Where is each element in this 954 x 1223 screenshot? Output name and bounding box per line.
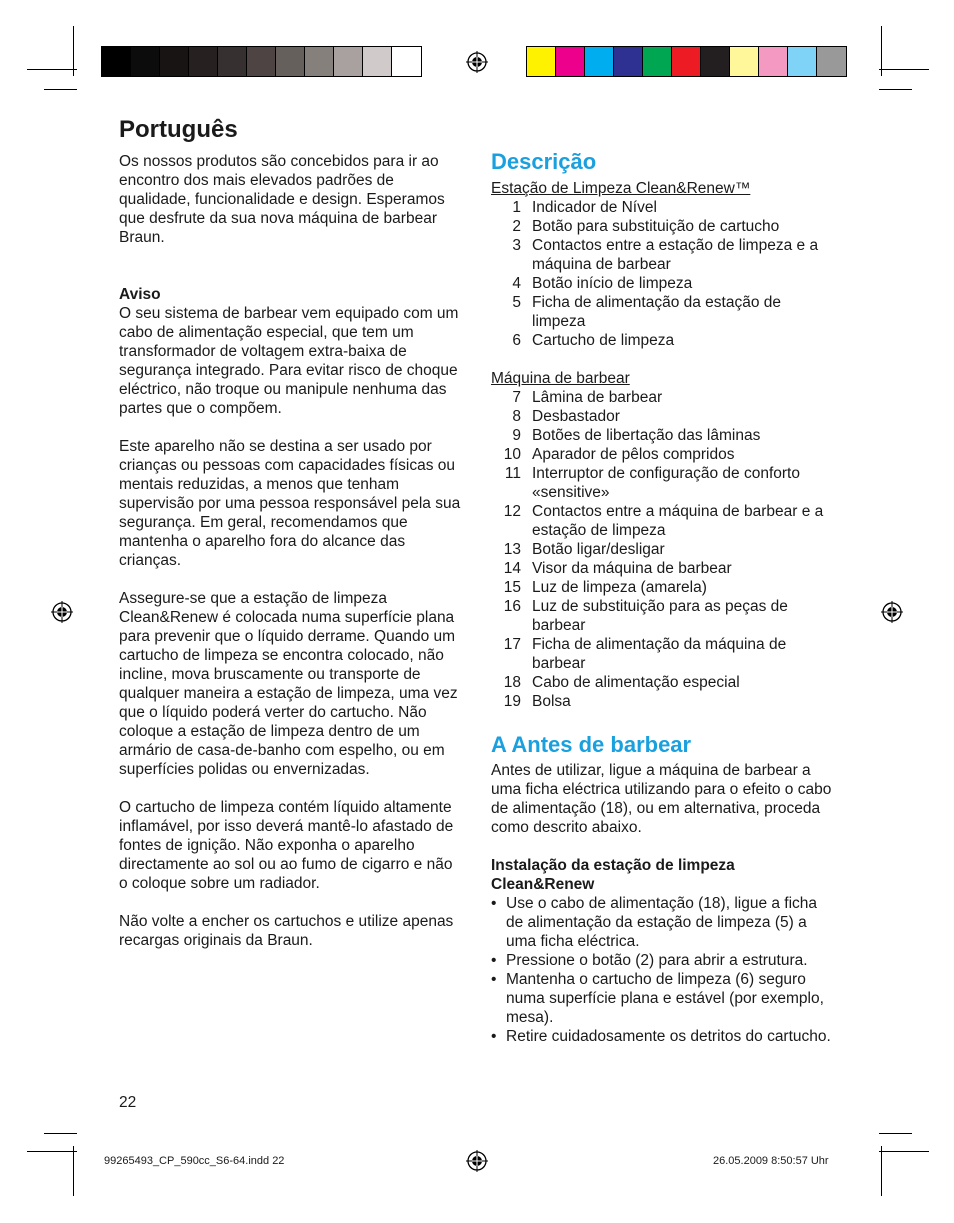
color-swatch <box>334 47 363 76</box>
item-number: 13 <box>503 541 521 558</box>
color-swatch <box>160 47 189 76</box>
crop-mark <box>44 89 77 90</box>
crop-mark <box>879 89 912 90</box>
item-text: Luz de limpeza (amarela) <box>532 579 707 596</box>
color-swatch <box>102 47 131 76</box>
install-heading: Instalação da estação de limpeza Clean&Renew <box>491 857 735 893</box>
item-text: Botão início de limpeza <box>532 275 693 292</box>
item-number: 16 <box>503 598 521 615</box>
station-label: Estação de Limpeza Clean&Renew™ <box>491 180 751 197</box>
color-swatch <box>730 47 759 76</box>
list-item <box>491 236 836 274</box>
list-item <box>491 331 836 350</box>
warning-paragraph: O cartucho de limpeza contém líquido altamente inflamável, por isso deverá mantê-lo afastado de fontes de ignição. Não exponha o aparelho directamente ao sol ou ao fumo de cigarro e não o coloque sobre um radiador. <box>119 799 454 892</box>
item-number: 5 <box>512 294 521 311</box>
bullet-icon: • <box>491 1028 497 1045</box>
list-item <box>491 578 836 597</box>
list-item <box>491 274 836 293</box>
item-text: Cabo de alimentação especial <box>532 674 740 691</box>
item-text: Luz de substituição para as peças de barbear <box>532 598 788 634</box>
crop-mark <box>27 1151 77 1152</box>
item-text: Botão ligar/desligar <box>532 541 665 558</box>
section-heading-before-shaving: A Antes de barbear <box>491 732 692 757</box>
list-item <box>491 540 836 559</box>
warning-paragraph: Este aparelho não se destina a ser usado por crianças ou pessoas com capacidades físicas ou mentais reduzidas, a menos que tenham supervisão por uma pessoa responsável pela sua segurança. Em geral, recomendamos que mantenha o aparelho fora do alcance das crianças. <box>119 438 461 569</box>
bullet-item <box>491 894 836 951</box>
item-number: 4 <box>512 275 521 292</box>
bullet-text: Retire cuidadosamente os detritos do cartucho. <box>506 1028 831 1045</box>
list-item <box>491 293 836 331</box>
list-item <box>491 445 836 464</box>
crop-mark <box>73 1146 74 1196</box>
color-swatch <box>817 47 846 76</box>
color-swatch <box>643 47 672 76</box>
warning-paragraph: O seu sistema de barbear vem equipado com um cabo de alimentação especial, que tem um transformador de voltagem extra-baixa de segurança integrado. Para evitar risco de choque eléctrico, não troque ou manipule nenhuma das partes que o compõem. <box>119 305 459 417</box>
list-item <box>491 426 836 445</box>
bullet-icon: • <box>491 895 497 912</box>
item-text: Ficha de alimentação da máquina de barbear <box>532 636 787 672</box>
color-swatch <box>614 47 643 76</box>
item-number: 19 <box>503 693 521 710</box>
color-swatch <box>527 47 556 76</box>
list-item <box>491 597 836 635</box>
item-text: Ficha de alimentação da estação de limpeza <box>532 294 782 330</box>
shaver-parts-list <box>491 388 836 711</box>
item-text: Indicador de Nível <box>532 199 657 216</box>
item-text: Lâmina de barbear <box>532 389 663 406</box>
item-text: Cartucho de limpeza <box>532 332 675 349</box>
color-swatch <box>189 47 218 76</box>
right-column <box>491 149 836 1046</box>
registration-mark-icon <box>51 601 73 623</box>
item-text: Visor da máquina de barbear <box>532 560 732 577</box>
registration-mark-icon <box>881 601 903 623</box>
file-info: 99265493_CP_590cc_S6-64.indd 22 <box>104 1155 285 1167</box>
grayscale-bar <box>101 46 422 77</box>
item-number: 12 <box>503 503 521 520</box>
item-number: 11 <box>504 465 521 482</box>
crop-mark <box>44 1133 77 1134</box>
shaver-label: Máquina de barbear <box>491 370 630 387</box>
install-bullet-list <box>491 894 836 1046</box>
item-number: 1 <box>512 199 521 216</box>
color-swatch <box>363 47 392 76</box>
list-item <box>491 635 836 673</box>
bullet-text: Pressione o botão (2) para abrir a estrutura. <box>506 952 808 969</box>
color-swatch <box>276 47 305 76</box>
item-number: 2 <box>512 218 521 235</box>
section-heading-description: Descrição <box>491 149 597 174</box>
crop-mark <box>881 1146 882 1196</box>
color-swatch <box>701 47 730 76</box>
item-number: 7 <box>512 389 521 406</box>
bullet-text: Mantenha o cartucho de limpeza (6) seguro numa superfície plana e estável (por exemplo, mesa). <box>506 971 824 1026</box>
list-item <box>491 502 836 540</box>
crop-mark <box>879 1133 912 1134</box>
item-text: Desbastador <box>532 408 620 425</box>
list-item <box>491 388 836 407</box>
item-number: 3 <box>512 237 521 254</box>
page-number: 22 <box>119 1094 137 1111</box>
item-text: Botões de libertação das lâminas <box>532 427 761 444</box>
page-title: Português <box>119 116 238 143</box>
crop-mark <box>879 69 929 70</box>
list-item <box>491 559 836 578</box>
color-swatch <box>392 47 421 76</box>
item-number: 14 <box>503 560 521 577</box>
item-number: 18 <box>503 674 521 691</box>
item-number: 17 <box>503 636 521 653</box>
list-item <box>491 692 836 711</box>
color-swatch <box>247 47 276 76</box>
registration-mark-icon <box>466 1150 488 1172</box>
color-swatch <box>218 47 247 76</box>
color-swatch <box>788 47 817 76</box>
list-item <box>491 198 836 217</box>
color-swatch <box>305 47 334 76</box>
item-number: 15 <box>503 579 521 596</box>
crop-mark <box>879 1151 929 1152</box>
color-swatch <box>759 47 788 76</box>
bullet-item <box>491 970 836 1027</box>
bullet-item <box>491 951 836 970</box>
bullet-icon: • <box>491 971 497 988</box>
before-paragraph: Antes de utilizar, ligue a máquina de barbear a uma ficha eléctrica utilizando para o efeito o cabo de alimentação (18), ou em alternativa, proceda como descrito abaixo. <box>491 762 832 836</box>
list-item <box>491 673 836 692</box>
timestamp: 26.05.2009 8:50:57 Uhr <box>713 1155 829 1167</box>
item-number: 10 <box>503 446 521 463</box>
item-text: Aparador de pêlos compridos <box>532 446 735 463</box>
color-bar <box>526 46 847 77</box>
warning-paragraph: Não volte a encher os cartuchos e utilize apenas recargas originais da Braun. <box>119 913 454 949</box>
color-swatch <box>585 47 614 76</box>
crop-mark <box>27 69 77 70</box>
item-text: Contactos entre a estação de limpeza e a máquina de barbear <box>532 237 819 273</box>
intro-paragraph: Os nossos produtos são concebidos para ir ao encontro dos mais elevados padrões de qualidade, funcionalidade e design. Esperamos que desfrute da sua nova máquina de barbear Braun. <box>119 153 445 246</box>
item-text: Bolsa <box>532 693 571 710</box>
item-text: Contactos entre a máquina de barbear e a estação de limpeza <box>532 503 824 539</box>
item-text: Interruptor de configuração de conforto «sensitive» <box>532 465 800 501</box>
warning-heading: Aviso <box>119 286 161 303</box>
item-number: 6 <box>512 332 521 349</box>
warning-paragraph: Assegure-se que a estação de limpeza Clean&Renew é colocada numa superfície plana para prevenir que o líquido derrame. Quando um cartucho de limpeza se encontra colocado, não incline, mova bruscamente ou transporte de qualquer maneira a estação de limpeza, uma vez que o líquido poderá verter do cartucho. Não coloque a estação de limpeza dentro de um armário de casa-de-banho com espelho, ou em superfícies polidas ou envernizadas. <box>119 590 458 778</box>
color-swatch <box>672 47 701 76</box>
item-number: 9 <box>512 427 521 444</box>
item-text: Botão para substituição de cartucho <box>532 218 780 235</box>
left-column <box>119 152 464 950</box>
bullet-item <box>491 1027 836 1046</box>
list-item <box>491 407 836 426</box>
color-swatch <box>131 47 160 76</box>
bullet-icon: • <box>491 952 497 969</box>
color-swatch <box>556 47 585 76</box>
bullet-text: Use o cabo de alimentação (18), ligue a ficha de alimentação da estação de limpeza (5) a uma ficha eléctrica. <box>506 895 818 950</box>
station-parts-list <box>491 198 836 350</box>
registration-mark-icon <box>466 51 488 73</box>
item-number: 8 <box>512 408 521 425</box>
list-item <box>491 217 836 236</box>
list-item <box>491 464 836 502</box>
